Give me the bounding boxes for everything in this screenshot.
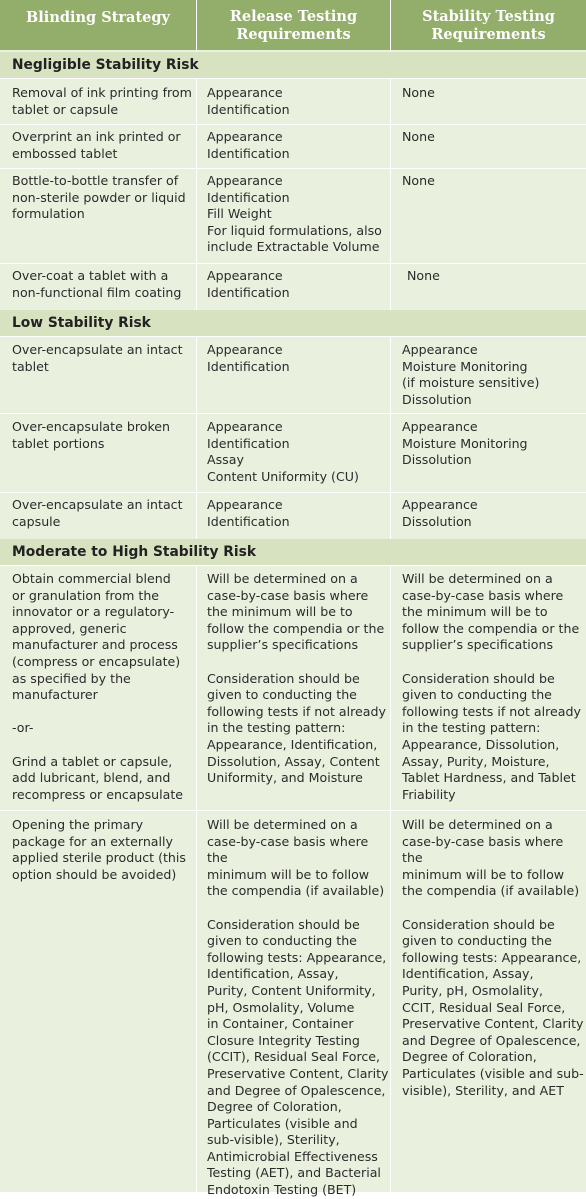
stability-cell: None: [407, 268, 440, 283]
table-row: [207, 268, 389, 301]
table-row: [407, 268, 584, 285]
stability-cell: None: [402, 173, 435, 188]
strategy-cell: Overprint an ink printed or embossed tablet: [12, 129, 181, 161]
strategy-cell: Over-encapsulate an intact capsule: [12, 497, 183, 529]
table-row: [402, 173, 584, 190]
release-cell: Appearance Identification: [207, 129, 290, 161]
column-divider: [390, 78, 391, 310]
release-cell: Appearance Identification: [207, 268, 290, 300]
strategy-cell: Bottle-to-bottle transfer of non-sterile powder or liquid formulation: [12, 173, 186, 222]
strategy-cell: Removal of ink printing from tablet or capsule: [12, 85, 192, 117]
table-row: [207, 817, 389, 1199]
table-row: [402, 571, 584, 803]
table-row: [207, 497, 389, 530]
stability-cell: Appearance Dissolution: [402, 497, 478, 529]
stability-cell: None: [402, 129, 435, 144]
table-row: [12, 268, 198, 301]
table-row: [12, 129, 198, 162]
table-row: [12, 497, 198, 530]
table-row: [207, 85, 389, 118]
table-row: [12, 173, 198, 223]
section-title-negligible: Negligible Stability Risk: [0, 52, 586, 78]
table-row: [402, 129, 584, 146]
section-title-moderate-high: Moderate to High Stability Risk: [0, 539, 586, 565]
row-divider: [0, 565, 586, 566]
table-row: [207, 173, 389, 256]
table-row: [402, 419, 584, 469]
row-divider: [0, 413, 586, 414]
header-release-testing: [197, 0, 390, 50]
header-label: Blinding Strategy: [26, 9, 170, 26]
strategy-cell: Over-encapsulate an intact tablet: [12, 342, 183, 374]
header-blinding-strategy: [0, 0, 196, 50]
stability-cell: Will be determined on a case-by-case basis where the minimum will be to follow the compendia or the supplier’s specifications Consideration should be given to conducting the following tests if not already in the testing pattern: Appearance, Dissolution, Assay, Purity, Moisture, Tablet Hardness, and Tablet Friability: [402, 571, 581, 802]
row-divider: [0, 78, 586, 79]
table-row: [402, 342, 584, 408]
table-row: [207, 419, 389, 485]
stability-cell: Will be determined on a case-by-case basis where the minimum will be to follow the compendia (if available) Consideration should be given to conducting the following tests: Appearance, Identification, Assay, Purity, pH, Osmolality, CCIT, Residual Seal Force, Preservative Content, Clarity and Degree of Opalescence, Degree of Coloration, Particulates (visible and sub- visible), Sterility, and AET: [402, 817, 584, 1098]
row-divider: [0, 124, 586, 125]
header-stability-testing: [391, 0, 586, 50]
stability-cell: None: [402, 85, 435, 100]
table-row: [12, 342, 198, 375]
column-divider: [196, 565, 197, 1192]
section-title-low: Low Stability Risk: [0, 310, 586, 336]
row-divider: [0, 263, 586, 264]
stability-cell: Appearance Moisture Monitoring (if moisture sensitive) Dissolution: [402, 342, 540, 407]
release-cell: Appearance Identification: [207, 342, 290, 374]
row-divider: [0, 336, 586, 337]
table-row: [402, 497, 584, 530]
column-divider: [196, 336, 197, 539]
table-row: [207, 571, 389, 787]
row-divider: [0, 168, 586, 169]
column-divider: [390, 0, 391, 52]
header-label: Stability Testing Requirements: [422, 8, 555, 43]
table-row: [12, 571, 198, 803]
release-cell: Appearance Identification Fill Weight For liquid formulations, also include Extractable Volume: [207, 173, 382, 255]
column-divider: [390, 336, 391, 539]
row-divider: [0, 492, 586, 493]
table-row: [207, 129, 389, 162]
column-divider: [196, 0, 197, 52]
table-row: [12, 419, 198, 452]
stability-cell: Appearance Moisture Monitoring Dissolution: [402, 419, 528, 468]
header-label: Release Testing Requirements: [229, 8, 358, 43]
strategy-cell: Opening the primary package for an externally applied sterile product (this option should be avoided): [12, 817, 186, 882]
release-cell: Appearance Identification Assay Content Uniformity (CU): [207, 419, 359, 484]
table-row: [12, 85, 198, 118]
release-cell: Will be determined on a case-by-case basis where the minimum will be to follow the compendia or the supplier’s specifications Consideration should be given to conducting the following tests if not already in the testing pattern: Appearance, Identification, Dissolution, Assay, Content Uniformity, and Moisture: [207, 571, 386, 786]
strategy-cell: Over-coat a tablet with a non-functional film coating: [12, 268, 182, 300]
table-row: [12, 817, 198, 883]
table-row: [207, 342, 389, 375]
table-row: [402, 817, 584, 1099]
row-divider: [0, 810, 586, 811]
release-cell: Will be determined on a case-by-case basis where the minimum will be to follow the compendia (if available) Consideration should be given to conducting the following tests: Appearance, Identification, Assay, Purity, Content Uniformity, pH, Osmolality, Volume in Container, Container Closure Integrity Testing (CCIT), Residual Seal Force, Preservative Content, Clarity and Degree of Opalescence, Degree of Coloration, Particulates (visible and sub-visible), Sterility, Antimicrobial Effectiveness Testing (AET), and Bacterial Endotoxin Testing (BET): [207, 817, 389, 1198]
release-cell: Appearance Identification: [207, 497, 290, 529]
table-row: [402, 85, 584, 102]
column-divider: [196, 78, 197, 310]
release-cell: Appearance Identification: [207, 85, 290, 117]
strategy-cell: Obtain commercial blend or granulation from the innovator or a regulatory- approved, generic manufacturer and process (compress or encapsulate) as specified by the manufacturer -or- Grind a tablet or capsule, add lubricant, blend, and recompress or encapsulate: [12, 571, 184, 802]
strategy-cell: Over-encapsulate broken tablet portions: [12, 419, 171, 451]
column-divider: [390, 565, 391, 1192]
